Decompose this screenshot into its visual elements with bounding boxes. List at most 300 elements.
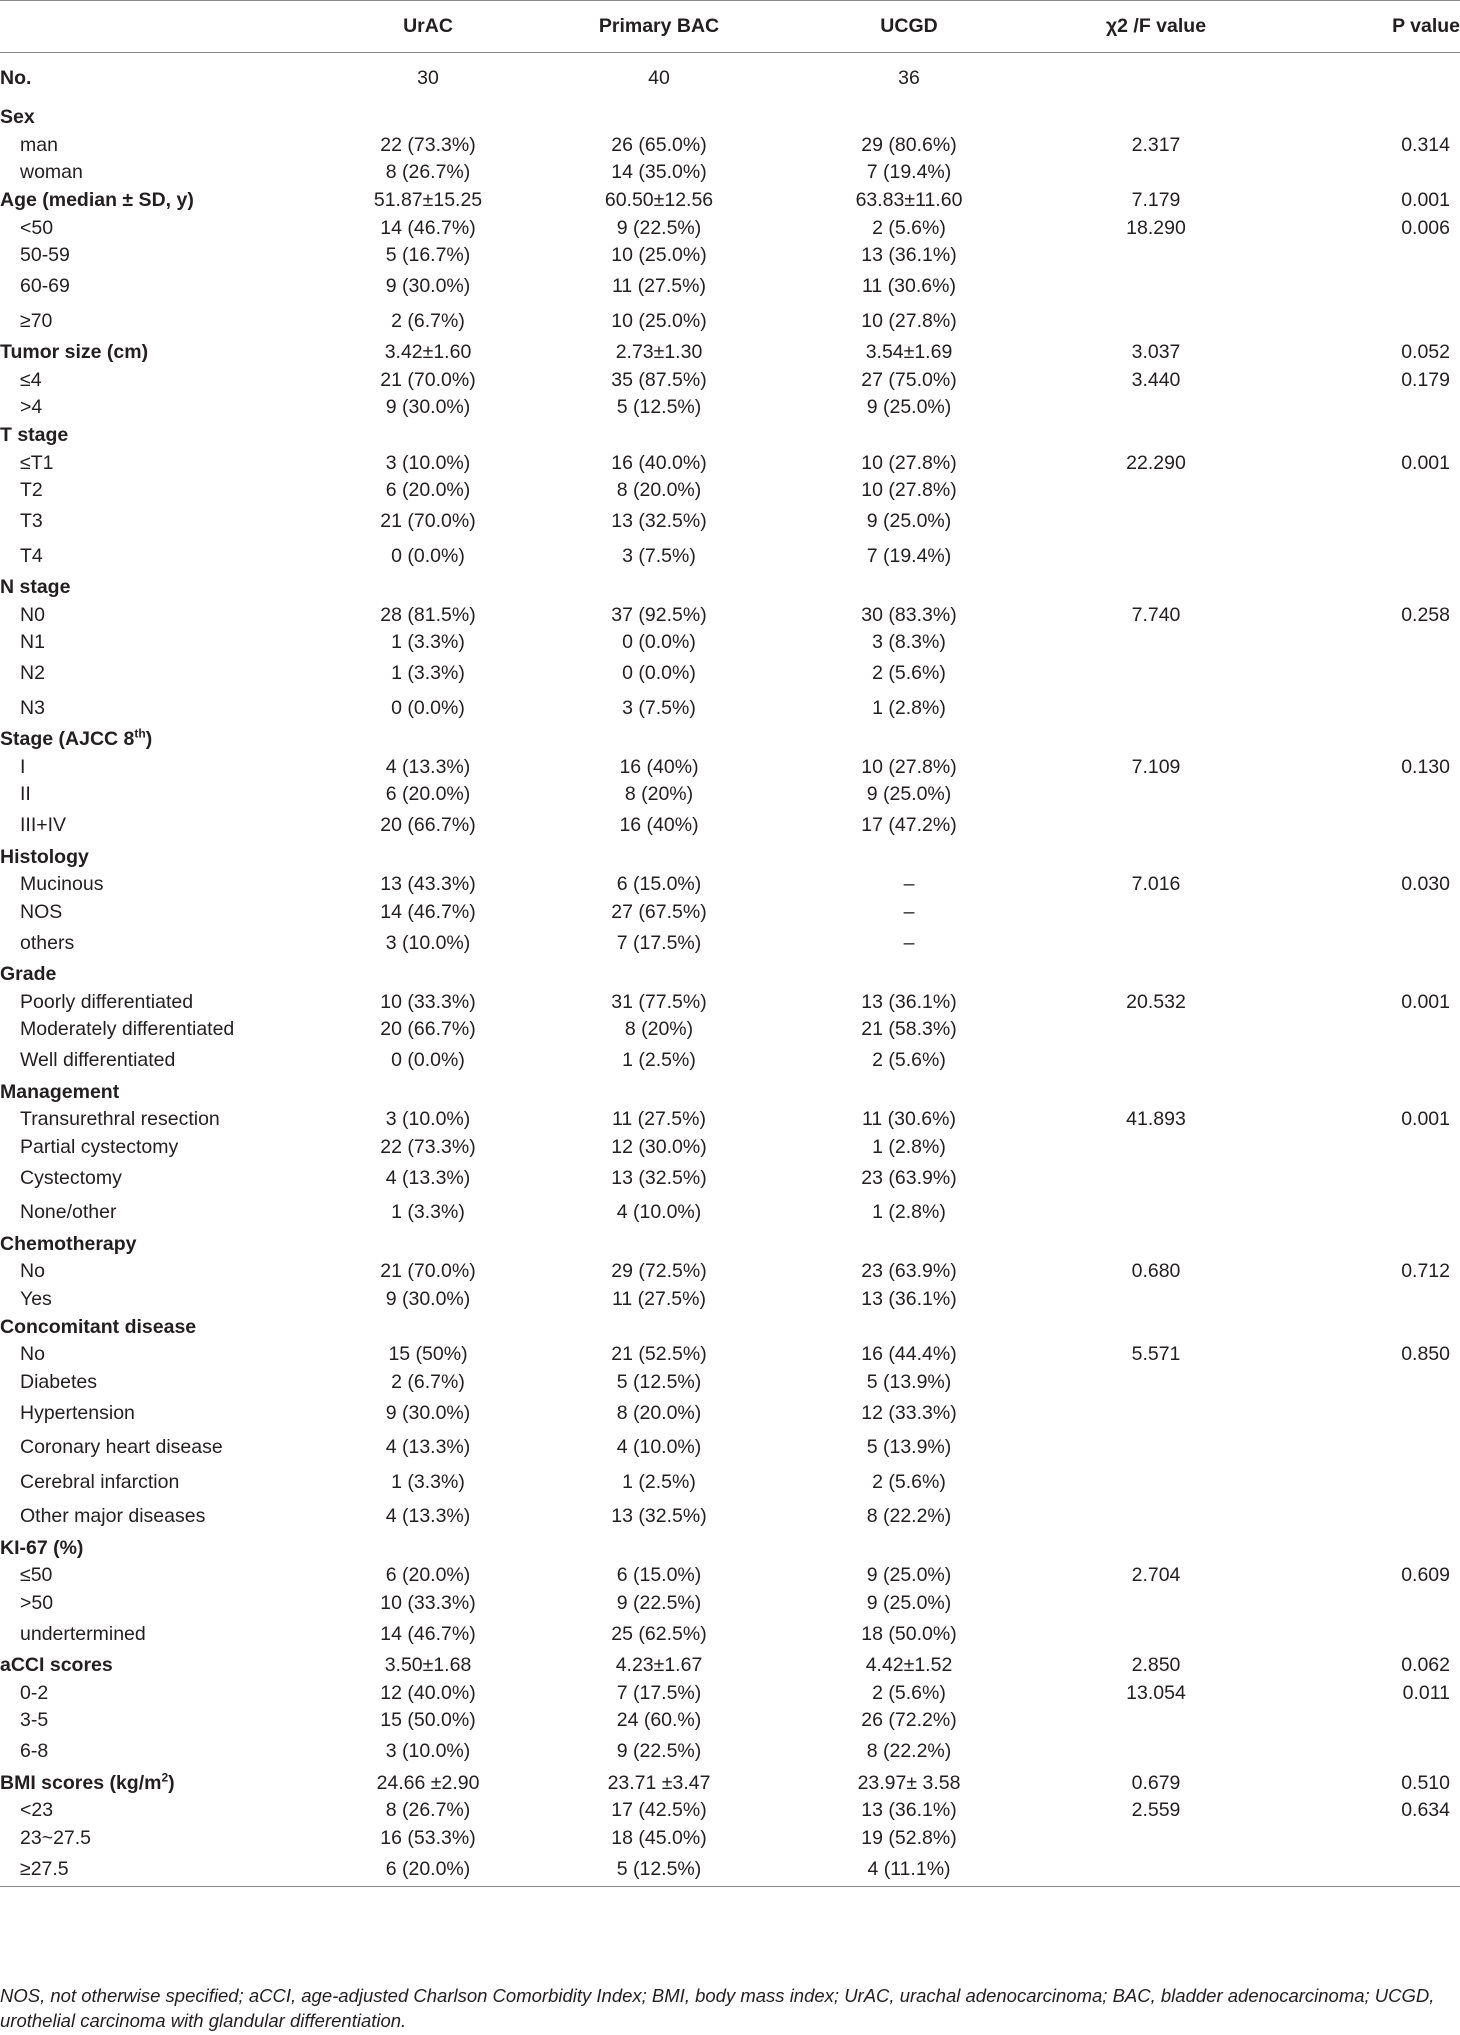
chi2-f-value: 2.850 — [1131, 1654, 1181, 1676]
chi2-f-value — [1026, 1465, 1286, 1500]
ucgd-value — [792, 1313, 1026, 1341]
table-row — [0, 989, 1460, 1017]
urac-value — [330, 843, 526, 871]
label-text: <23 — [20, 1799, 54, 1822]
row-label — [0, 1044, 330, 1079]
ucgd-value: 8 (22.2%) — [866, 1740, 952, 1763]
section-label — [0, 339, 330, 367]
label-text: man — [20, 133, 58, 156]
section-label — [0, 53, 330, 104]
ucgd-value: 10 (27.8%) — [861, 451, 957, 474]
primary-bac-value: 3 (7.5%) — [622, 696, 696, 719]
ucgd-value: 3 (8.3%) — [872, 631, 946, 654]
chi2-f-value — [1026, 1230, 1286, 1258]
urac-value: 3 (10.0%) — [385, 1108, 471, 1131]
ucgd-value — [792, 726, 1026, 754]
table-row — [0, 809, 1460, 844]
p-value: 0.609 — [1401, 1564, 1450, 1587]
table-row — [0, 1016, 1460, 1044]
primary-bac-value: 31 (77.5%) — [611, 990, 707, 1013]
label-text: Moderately differentiated — [20, 1018, 235, 1041]
p-value — [1286, 477, 1460, 505]
row-label — [0, 1797, 330, 1825]
urac-value: 14 (46.7%) — [380, 1622, 476, 1645]
row-label — [0, 899, 330, 927]
label-text: Diabetes — [20, 1370, 97, 1393]
primary-bac-value: 1 (2.5%) — [622, 1470, 696, 1493]
chi2-f-value — [1026, 629, 1286, 657]
label-text: N1 — [20, 631, 45, 654]
table-row — [0, 1590, 1460, 1618]
table-row — [0, 1617, 1460, 1652]
p-value — [1286, 1617, 1460, 1652]
label-text: Histology — [0, 845, 89, 868]
row-label — [0, 926, 330, 961]
table-section-row — [0, 422, 1460, 450]
chi2-f-value — [1026, 691, 1286, 726]
urac-value: 4 (13.3%) — [385, 1436, 471, 1459]
ucgd-value: 30 (83.3%) — [861, 603, 957, 626]
chi2-f-value — [1026, 574, 1286, 602]
section-label — [0, 187, 330, 215]
table-section-row — [0, 1230, 1460, 1258]
p-value — [1286, 657, 1460, 692]
table-row — [0, 367, 1460, 395]
table-row — [0, 394, 1460, 422]
urac-value: 8 (26.7%) — [385, 161, 471, 184]
label-text: Sex — [0, 106, 35, 128]
p-value — [1286, 691, 1460, 726]
row-label — [0, 1286, 330, 1314]
primary-bac-value: 13 (32.5%) — [611, 1166, 707, 1189]
label-text: Grade — [0, 963, 57, 985]
label-text: 50-59 — [20, 244, 70, 267]
primary-bac-value: 8 (20.0%) — [616, 479, 702, 502]
header-p-value: P value — [1286, 1, 1460, 53]
label-text: I — [20, 755, 26, 778]
label-text: 23~27.5 — [20, 1826, 92, 1849]
label-text: woman — [20, 161, 83, 184]
table-row — [0, 539, 1460, 574]
p-value: 0.712 — [1401, 1260, 1450, 1283]
table-row — [0, 1134, 1460, 1162]
table-row — [0, 1735, 1460, 1770]
table-section-row — [0, 1313, 1460, 1341]
section-label — [0, 1534, 330, 1562]
table-section-row — [0, 961, 1460, 989]
label-text: Transurethral resection — [20, 1108, 220, 1131]
primary-bac-value: 1 (2.5%) — [622, 1049, 696, 1072]
urac-value: 2 (6.7%) — [391, 1370, 465, 1393]
primary-bac-value: 4.23±1.67 — [615, 1654, 703, 1676]
chi2-f-value: 0.679 — [1131, 1771, 1181, 1794]
p-value — [1286, 1852, 1460, 1887]
p-value: 0.052 — [1401, 341, 1450, 363]
ucgd-value: 1 (2.8%) — [872, 1135, 946, 1158]
table-row — [0, 159, 1460, 187]
p-value — [1286, 422, 1460, 450]
ucgd-value: – — [903, 900, 915, 923]
row-label — [0, 1258, 330, 1286]
table-section-row — [0, 104, 1460, 132]
row-label — [0, 242, 330, 270]
label-text: 3-5 — [20, 1709, 49, 1732]
p-value — [1286, 926, 1460, 961]
label-text: >50 — [20, 1591, 54, 1614]
chi2-f-value — [1026, 1590, 1286, 1618]
label-text: Age (median ± SD, y) — [0, 189, 194, 211]
urac-value: 10 (33.3%) — [380, 990, 476, 1013]
primary-bac-value: 6 (15.0%) — [616, 873, 702, 896]
label-text: Stage (AJCC 8 — [0, 728, 135, 750]
row-label — [0, 450, 330, 478]
chi2-f-value — [1026, 1313, 1286, 1341]
label-text: Well differentiated — [20, 1049, 176, 1072]
primary-bac-value — [526, 104, 792, 132]
table-row — [0, 505, 1460, 540]
label-text: No. — [0, 66, 32, 89]
row-label — [0, 132, 330, 160]
ucgd-value: 1 (2.8%) — [872, 696, 946, 719]
p-value — [1286, 574, 1460, 602]
p-value — [1286, 809, 1460, 844]
table-row — [0, 1396, 1460, 1431]
p-value — [1286, 1825, 1460, 1853]
chi2-f-value: 7.740 — [1131, 603, 1181, 626]
ucgd-value: 4 (11.1%) — [792, 1852, 1026, 1887]
urac-value: 3.50±1.68 — [384, 1654, 472, 1676]
chi2-f-value — [1026, 726, 1286, 754]
table-row — [0, 1562, 1460, 1590]
label-superscript: th — [134, 726, 146, 741]
p-value — [1286, 961, 1460, 989]
ucgd-value: 10 (27.8%) — [861, 755, 957, 778]
primary-bac-value: 40 — [648, 66, 670, 89]
header-urac: UrAC — [330, 1, 526, 53]
label-text: N2 — [20, 662, 45, 685]
chi2-f-value — [1026, 1161, 1286, 1196]
p-value — [1286, 726, 1460, 754]
table-row — [0, 450, 1460, 478]
primary-bac-value: 17 (42.5%) — [611, 1799, 707, 1822]
primary-bac-value: 2.73±1.30 — [615, 341, 703, 363]
table-row — [0, 871, 1460, 899]
chi2-f-value: 0.680 — [1131, 1260, 1181, 1283]
chi2-f-value — [1026, 159, 1286, 187]
p-value — [1286, 1396, 1460, 1431]
p-value — [1286, 53, 1460, 104]
table-row — [0, 1707, 1460, 1735]
urac-value: 3 (10.0%) — [385, 451, 471, 474]
ucgd-value: 13 (36.1%) — [861, 1287, 957, 1310]
p-value: 0.001 — [1401, 1108, 1450, 1131]
urac-value: 5 (16.7%) — [385, 244, 471, 267]
label-text: 60-69 — [20, 275, 70, 298]
label-text: T stage — [0, 424, 69, 446]
ucgd-value: 18 (50.0%) — [861, 1622, 957, 1645]
ucgd-value: 23.97± 3.58 — [857, 1771, 961, 1794]
urac-value: 6 (20.0%) — [385, 1564, 471, 1587]
table-section-row — [0, 1652, 1460, 1680]
row-label — [0, 1431, 330, 1466]
ucgd-value: 19 (52.8%) — [861, 1826, 957, 1849]
table-row — [0, 270, 1460, 305]
urac-value — [330, 422, 526, 450]
section-label — [0, 843, 330, 871]
ucgd-value: 9 (25.0%) — [866, 396, 952, 419]
row-label — [0, 1825, 330, 1853]
urac-value: 15 (50.0%) — [380, 1709, 476, 1732]
row-label — [0, 1707, 330, 1735]
table-row — [0, 899, 1460, 927]
table-row — [0, 1106, 1460, 1134]
table-row — [0, 1431, 1460, 1466]
primary-bac-value: 8 (20.0%) — [616, 1401, 702, 1424]
table-row — [0, 477, 1460, 505]
table-section-row — [0, 1078, 1460, 1106]
label-text: N3 — [20, 696, 45, 719]
p-value — [1286, 1369, 1460, 1397]
chi2-f-value — [1026, 1431, 1286, 1466]
chi2-f-value — [1026, 242, 1286, 270]
chi2-f-value — [1026, 1825, 1286, 1853]
primary-bac-value: 3 (7.5%) — [622, 544, 696, 567]
primary-bac-value: 13 (32.5%) — [611, 1505, 707, 1528]
ucgd-value: 36 — [898, 66, 920, 89]
chi2-f-value: 2.559 — [1131, 1799, 1181, 1822]
label-superscript: 2 — [161, 1770, 169, 1784]
chi2-f-value: 2.317 — [1131, 133, 1181, 156]
chi2-f-value: 20.532 — [1126, 990, 1186, 1013]
ucgd-value: 5 (13.9%) — [866, 1436, 952, 1459]
primary-bac-value: 9 (22.5%) — [616, 1740, 702, 1763]
label-text: aCCI scores — [0, 1654, 113, 1676]
table-row — [0, 1196, 1460, 1231]
primary-bac-value: 11 (27.5%) — [612, 1108, 706, 1131]
p-value: 0.006 — [1401, 216, 1450, 239]
primary-bac-value: 8 (20%) — [624, 1018, 694, 1041]
urac-value: 24.66 ±2.90 — [376, 1771, 480, 1794]
urac-value: 6 (20.0%) — [385, 783, 471, 806]
urac-value: 21 (70.0%) — [380, 1260, 476, 1283]
chi2-f-value — [1026, 1196, 1286, 1231]
row-label — [0, 1500, 330, 1535]
label-text: Poorly differentiated — [20, 990, 194, 1013]
p-value — [1286, 1230, 1460, 1258]
ucgd-value: 10 (27.8%) — [861, 479, 957, 502]
ucgd-value: 26 (72.2%) — [861, 1709, 957, 1732]
chi2-f-value: 7.179 — [1131, 189, 1181, 211]
primary-bac-value — [526, 1313, 792, 1341]
table-row — [0, 691, 1460, 726]
urac-value: 1 (3.3%) — [391, 1470, 465, 1493]
ucgd-value: 7 (19.4%) — [866, 161, 952, 184]
urac-value: 3 (10.0%) — [385, 1740, 471, 1763]
chi2-f-value — [1026, 1735, 1286, 1770]
row-label — [0, 1735, 330, 1770]
ucgd-value: 23 (63.9%) — [861, 1260, 957, 1283]
table-row — [0, 1500, 1460, 1535]
ucgd-value — [792, 574, 1026, 602]
label-text: ≤T1 — [20, 451, 54, 474]
ucgd-value: 4.42±1.52 — [865, 1654, 953, 1676]
p-value: 0.001 — [1401, 990, 1450, 1013]
ucgd-value: 2 (5.6%) — [872, 662, 946, 685]
urac-value: 20 (66.7%) — [380, 1018, 476, 1041]
urac-value: 8 (26.7%) — [385, 1799, 471, 1822]
ucgd-value: 1 (2.8%) — [872, 1201, 946, 1224]
primary-bac-value: 9 (22.5%) — [616, 1591, 702, 1614]
primary-bac-value: 27 (67.5%) — [611, 900, 707, 923]
ucgd-value: 2 (5.6%) — [872, 1049, 946, 1072]
urac-value: 14 (46.7%) — [380, 216, 476, 239]
label-text: 0-2 — [20, 1681, 49, 1704]
ucgd-value: 27 (75.0%) — [861, 368, 957, 391]
row-label — [0, 367, 330, 395]
label-text: II — [20, 783, 31, 806]
p-value — [1286, 1500, 1460, 1535]
primary-bac-value: 5 (12.5%) — [616, 1370, 702, 1393]
ucgd-value: 2 (5.6%) — [872, 1470, 946, 1493]
label-text: ≤4 — [20, 368, 42, 391]
p-value — [1286, 505, 1460, 540]
label-text: No — [20, 1260, 45, 1283]
p-value — [1286, 1078, 1460, 1106]
chi2-f-value — [1026, 843, 1286, 871]
row-label — [0, 989, 330, 1017]
label-text: T3 — [20, 510, 43, 533]
primary-bac-value: 8 (20%) — [624, 783, 694, 806]
p-value — [1286, 270, 1460, 305]
primary-bac-value: 11 (27.5%) — [612, 1287, 706, 1310]
chi2-f-value — [1026, 104, 1286, 132]
row-label — [0, 215, 330, 243]
row-label — [0, 1396, 330, 1431]
chi2-f-value — [1026, 422, 1286, 450]
table-section-row — [0, 339, 1460, 367]
row-label — [0, 159, 330, 187]
row-label — [0, 1465, 330, 1500]
p-value: 0.179 — [1401, 368, 1450, 391]
p-value: 0.011 — [1402, 1681, 1450, 1704]
table-row — [0, 1044, 1460, 1079]
chi2-f-value: 7.016 — [1131, 873, 1181, 896]
primary-bac-value — [526, 1534, 792, 1562]
primary-bac-value: 35 (87.5%) — [611, 368, 707, 391]
p-value — [1286, 1044, 1460, 1079]
urac-value: 16 (53.3%) — [380, 1826, 476, 1849]
ucgd-value — [792, 961, 1026, 989]
label-text: NOS — [20, 900, 63, 923]
chi2-f-value: 7.109 — [1131, 755, 1181, 778]
table-section-row — [0, 726, 1460, 754]
row-label — [0, 629, 330, 657]
urac-value: 4 (13.3%) — [385, 755, 471, 778]
chi2-f-value — [1026, 781, 1286, 809]
label-text: Other major diseases — [20, 1505, 206, 1528]
primary-bac-value: 26 (65.0%) — [611, 133, 707, 156]
urac-value — [330, 574, 526, 602]
table-section-row — [0, 1769, 1460, 1797]
p-value — [1286, 1707, 1460, 1735]
ucgd-value: – — [903, 931, 915, 954]
chi2-f-value — [1026, 477, 1286, 505]
section-label — [0, 422, 330, 450]
row-label — [0, 1369, 330, 1397]
urac-value — [330, 961, 526, 989]
primary-bac-value: 60.50±12.56 — [604, 189, 714, 211]
chi2-f-value — [1026, 899, 1286, 927]
primary-bac-value — [526, 574, 792, 602]
table-footnote: NOS, not otherwise specified; aCCI, age-adjusted Charlson Comorbidity Index; BMI, body mass index; UrAC, urachal adenocarcinoma; BAC, bladder adenocarcinoma; UCGD, urothelial carcinoma with glandular differentiation. — [0, 1985, 1435, 2031]
header-chi2-f-value: χ2 /F value — [1026, 1, 1286, 53]
label-text: Chemotherapy — [0, 1232, 137, 1255]
ucgd-value: 17 (47.2%) — [861, 814, 957, 837]
table-row — [0, 215, 1460, 243]
label-text: Mucinous — [20, 873, 104, 896]
table-body — [0, 53, 1460, 1887]
label-text: >4 — [20, 396, 43, 419]
ucgd-value: 3.54±1.69 — [865, 341, 953, 363]
urac-value — [330, 1230, 526, 1258]
row-label — [0, 304, 330, 339]
p-value: 0.001 — [1401, 189, 1450, 211]
label-text: Cerebral infarction — [20, 1470, 180, 1493]
section-label — [0, 726, 330, 754]
urac-value: 6 (20.0%) — [385, 479, 471, 502]
ucgd-value — [792, 843, 1026, 871]
primary-bac-value: 21 (52.5%) — [611, 1343, 707, 1366]
chi2-f-value — [1026, 1707, 1286, 1735]
chi2-f-value: 22.290 — [1126, 451, 1186, 474]
chi2-f-value — [1026, 1396, 1286, 1431]
row-label — [0, 1680, 330, 1708]
ucgd-value: 2 (5.6%) — [872, 216, 946, 239]
p-value — [1286, 394, 1460, 422]
chi2-f-value — [1026, 1134, 1286, 1162]
primary-bac-value — [526, 961, 792, 989]
table-row — [0, 926, 1460, 961]
label-text: Tumor size (cm) — [0, 341, 149, 363]
ucgd-value: 12 (33.3%) — [861, 1401, 957, 1424]
urac-value — [330, 1534, 526, 1562]
ucgd-value: 16 (44.4%) — [861, 1343, 957, 1366]
label-text: ≥70 — [20, 309, 53, 332]
urac-value: 13 (43.3%) — [380, 873, 476, 896]
chi2-f-value — [1026, 1500, 1286, 1535]
p-value — [1286, 629, 1460, 657]
primary-bac-value: 14 (35.0%) — [611, 161, 707, 184]
table-row — [0, 304, 1460, 339]
p-value — [1286, 843, 1460, 871]
ucgd-value — [792, 1534, 1026, 1562]
table-row — [0, 1852, 1460, 1887]
p-value: 0.062 — [1401, 1654, 1450, 1676]
chi2-f-value — [1026, 270, 1286, 305]
table-row — [0, 1161, 1460, 1196]
urac-value: 22 (73.3%) — [380, 133, 476, 156]
urac-value: 1 (3.3%) — [391, 631, 465, 654]
urac-value: 9 (30.0%) — [385, 275, 471, 298]
chi2-f-value: 13.054 — [1126, 1681, 1186, 1704]
section-label — [0, 961, 330, 989]
label-text: T4 — [20, 544, 43, 567]
row-label — [0, 1590, 330, 1618]
urac-value: 9 (30.0%) — [385, 1401, 471, 1424]
row-label — [0, 754, 330, 782]
ucgd-value: 5 (13.9%) — [866, 1370, 952, 1393]
chi2-f-value — [1026, 1369, 1286, 1397]
